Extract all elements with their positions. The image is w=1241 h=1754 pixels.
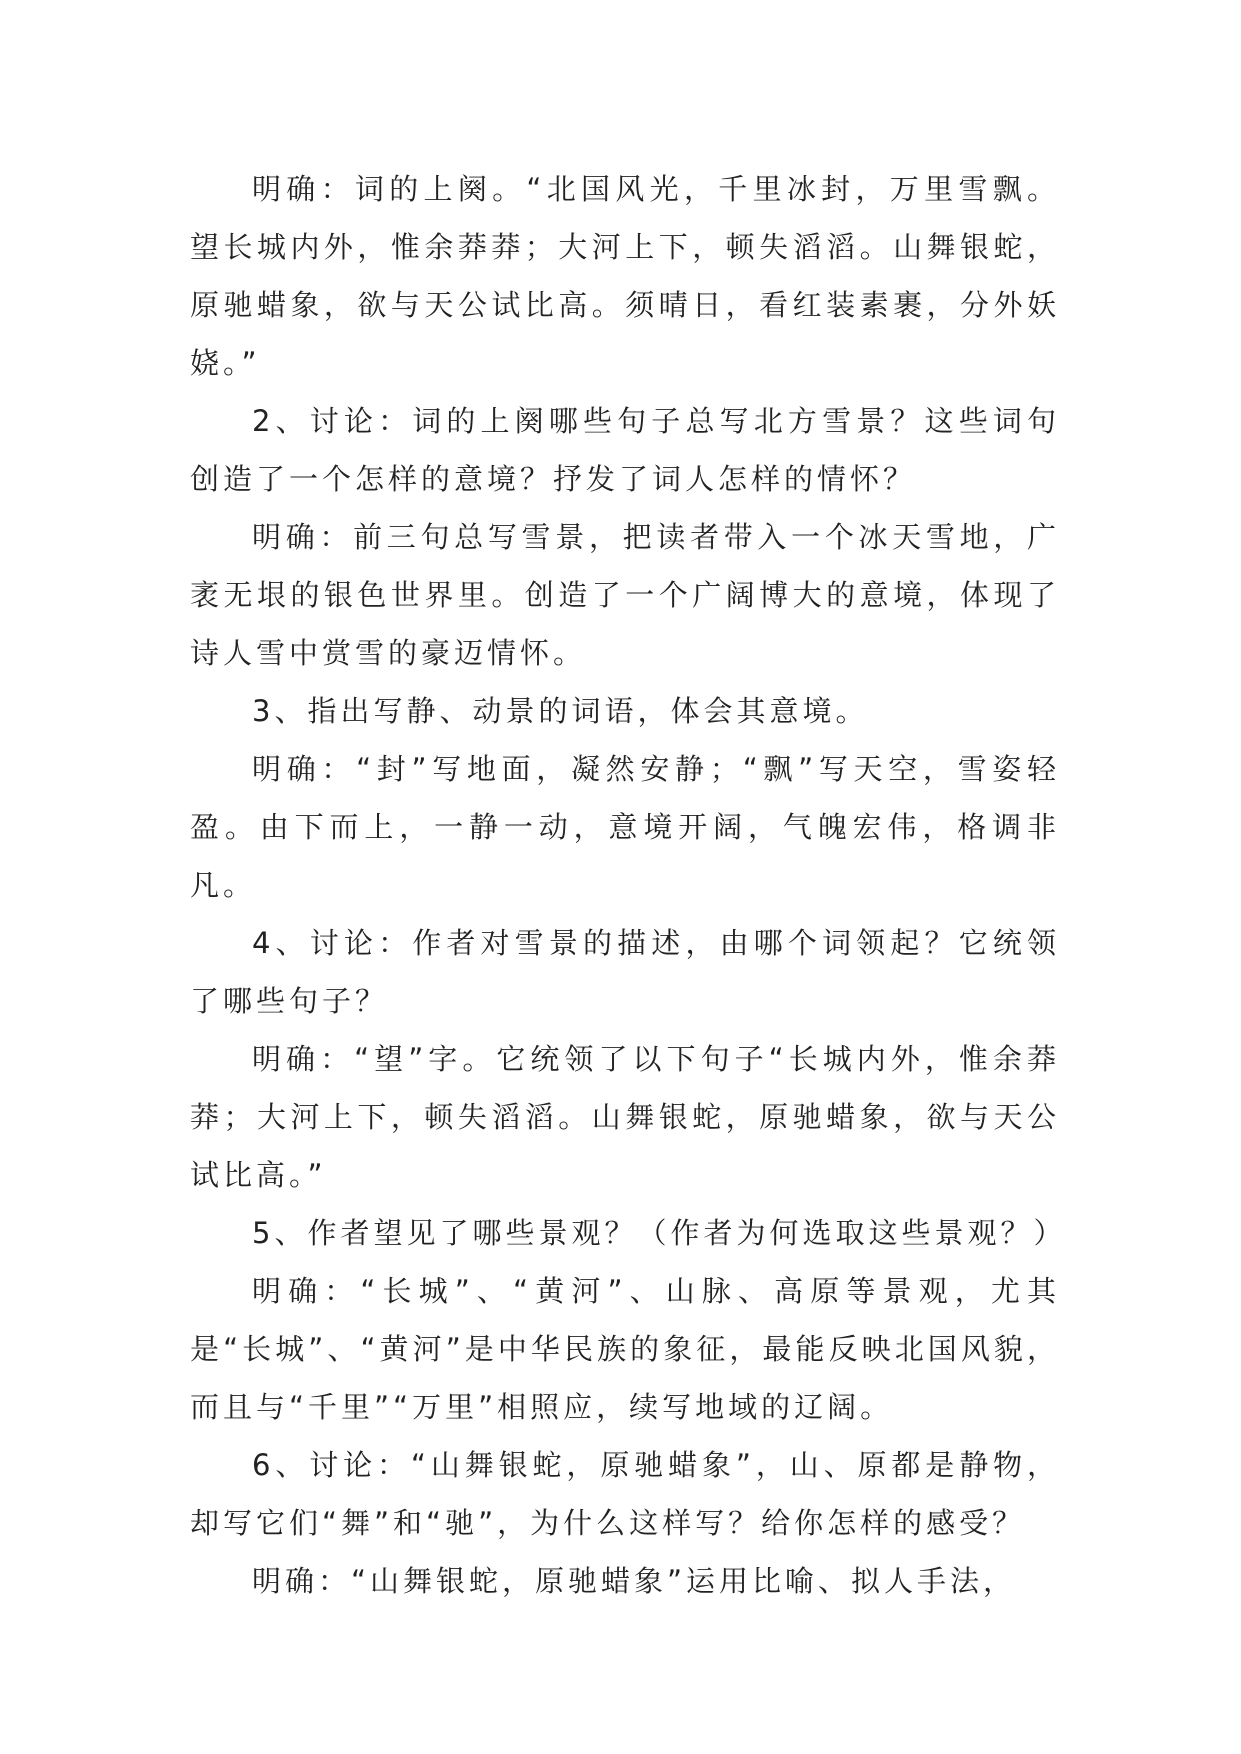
- paragraph-question-6: 6、讨论：“山舞银蛇，原驰蜡象”，山、原都是静物，却写它们“舞”和“驰”，为什么这样写？给你怎样的感受？: [190, 1448, 1060, 1540]
- paragraph-answer-5: 明确：“长城”、“黄河”、山脉、高原等景观，尤其是“长城”、“黄河”是中华民族的象征，最能反映北国风貌，而且与“千里”“万里”相照应，续写地域的辽阔。: [190, 1274, 1060, 1424]
- paragraph-question-3: 3、指出写静、动景的词语，体会其意境。: [252, 694, 869, 728]
- paragraph-answer-3: 明确：“封”写地面，凝然安静；“飘”写天空，雪姿轻盈。由下而上，一静一动，意境开阔，气魄宏伟，格调非凡。: [190, 752, 1060, 902]
- paragraph-question-4: 4、讨论：作者对雪景的描述，由哪个词领起？它统领了哪些句子？: [190, 926, 1060, 1018]
- paragraph-answer-1: 明确：词的上阕。“北国风光，千里冰封，万里雪飘。望长城内外，惟余莽莽；大河上下，顿失滔滔。山舞银蛇，原驰蜡象，欲与天公试比高。须晴日，看红装素裹，分外妖娆。”: [190, 172, 1060, 380]
- paragraph-question-2: 2、讨论：词的上阕哪些句子总写北方雪景？这些词句创造了一个怎样的意境？抒发了词人怎样的情怀？: [190, 404, 1060, 496]
- paragraph-answer-6: 明确：“山舞银蛇，原驰蜡象”运用比喻、拟人手法，: [252, 1564, 1017, 1598]
- paragraph-question-5: 5、作者望见了哪些景观？（作者为何选取这些景观？）: [252, 1216, 1067, 1250]
- paragraph-answer-2: 明确：前三句总写雪景，把读者带入一个冰天雪地，广袤无垠的银色世界里。创造了一个广阔博大的意境，体现了诗人雪中赏雪的豪迈情怀。: [190, 520, 1060, 670]
- document-body: [190, 160, 1067, 1610]
- paragraph-answer-4: 明确：“望”字。它统领了以下句子“长城内外，惟余莽莽；大河上下，顿失滔滔。山舞银蛇，原驰蜡象，欲与天公试比高。”: [190, 1042, 1060, 1192]
